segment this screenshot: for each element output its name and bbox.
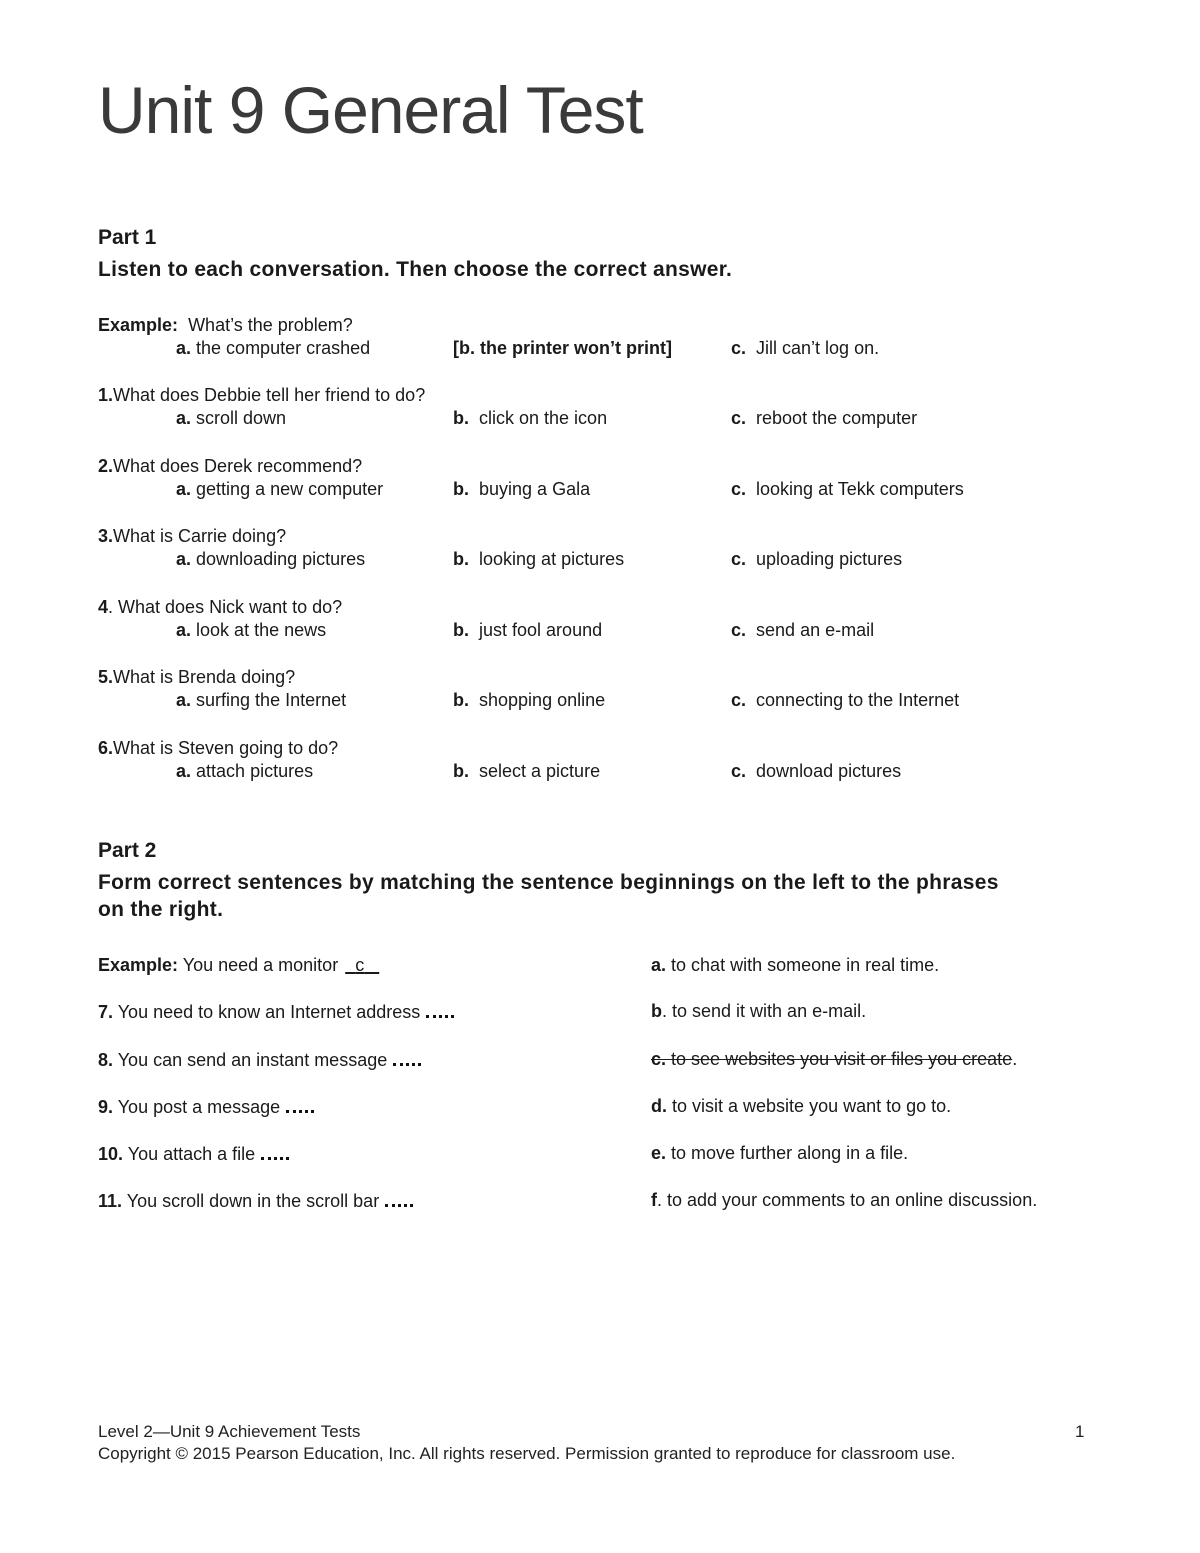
question-number: 3.	[98, 526, 114, 546]
question-3	[98, 526, 286, 547]
part2-label: Part 2	[98, 839, 157, 862]
item-number: 7.	[98, 1002, 114, 1022]
option-text: looking at Tekk computers	[756, 479, 964, 499]
question-3-option-b[interactable]	[453, 549, 624, 570]
option-letter: a.	[176, 761, 192, 781]
part1-example-question	[98, 315, 353, 336]
match-left-11	[98, 1190, 413, 1212]
option-letter: a.	[176, 690, 192, 710]
answer-blank[interactable]	[393, 1049, 421, 1066]
match-right-f	[651, 1190, 1037, 1211]
question-4-option-a[interactable]	[176, 620, 326, 641]
option-text: scroll down	[196, 408, 287, 428]
question-text: . What does Nick want to do?	[108, 597, 343, 617]
option-text: surfing the Internet	[196, 690, 347, 710]
question-5-option-b[interactable]	[453, 690, 605, 711]
question-1-option-c[interactable]	[731, 408, 917, 429]
match-right-e	[651, 1143, 908, 1164]
example-label: Example:	[98, 315, 179, 335]
question-text: What does Derek recommend?	[113, 456, 363, 476]
struck-option	[651, 1049, 1012, 1069]
part1-instruction: Listen to each conversation. Then choose the correct answer.	[98, 258, 733, 281]
question-1	[98, 385, 425, 406]
option-letter: d.	[651, 1096, 667, 1116]
item-text: You post a message	[117, 1097, 281, 1117]
question-2-option-c[interactable]	[731, 479, 964, 500]
match-left-7	[98, 1001, 454, 1023]
part2-instruction-line2: on the right.	[98, 898, 224, 921]
option-text: uploading pictures	[756, 549, 903, 569]
option-tail: .	[1012, 1049, 1018, 1069]
question-text: What does Debbie tell her friend to do?	[113, 385, 426, 405]
question-4-option-b[interactable]	[453, 620, 602, 641]
match-left-9	[98, 1096, 314, 1118]
option-letter: c.	[731, 761, 747, 781]
option-text: look at the news	[196, 620, 327, 640]
answer-blank[interactable]	[261, 1143, 289, 1160]
example-label: Example:	[98, 955, 179, 975]
question-3-option-c[interactable]	[731, 549, 902, 570]
match-right-b	[651, 1001, 866, 1022]
option-text: . to send it with an e-mail.	[662, 1001, 867, 1021]
option-text: just fool around	[479, 620, 603, 640]
option-letter: a.	[176, 338, 192, 358]
option-text: to move further along in a file.	[671, 1143, 909, 1163]
question-1-option-b[interactable]	[453, 408, 607, 429]
example-option-a	[176, 338, 370, 359]
match-right-a	[651, 955, 939, 976]
option-letter: a.	[176, 408, 192, 428]
question-6-option-a[interactable]	[176, 761, 313, 782]
question-1-option-a[interactable]	[176, 408, 286, 429]
question-4-option-c[interactable]	[731, 620, 874, 641]
question-number: 4	[98, 597, 109, 617]
option-text: the computer crashed	[196, 338, 371, 358]
option-text: to visit a website you want to go to.	[672, 1096, 952, 1116]
option-text: to chat with someone in real time.	[671, 955, 940, 975]
item-number: 8.	[98, 1050, 114, 1070]
option-letter: a.	[651, 955, 667, 975]
answer-blank[interactable]	[286, 1096, 314, 1113]
answer-blank[interactable]	[385, 1190, 413, 1207]
option-text: downloading pictures	[196, 549, 366, 569]
option-letter: b.	[453, 761, 469, 781]
question-number: 2.	[98, 456, 114, 476]
question-6-option-c[interactable]	[731, 761, 901, 782]
example-text: You need a monitor	[182, 955, 339, 975]
page-title: Unit 9 General Test	[98, 73, 643, 147]
option-text: . to add your comments to an online discussion.	[657, 1190, 1038, 1210]
option-text: reboot the computer	[756, 408, 918, 428]
option-letter: b.	[453, 690, 469, 710]
question-3-option-a[interactable]	[176, 549, 365, 570]
option-text: buying a Gala	[479, 479, 591, 499]
option-letter: c.	[731, 338, 747, 358]
question-2-option-b[interactable]	[453, 479, 590, 500]
option-text: click on the icon	[479, 408, 608, 428]
example-option-c	[731, 338, 879, 359]
option-text: looking at pictures	[479, 549, 625, 569]
question-6	[98, 738, 338, 759]
option-letter: c.	[731, 549, 747, 569]
part2-example	[98, 955, 381, 976]
option-letter: a.	[176, 479, 192, 499]
option-letter: b	[651, 1001, 662, 1021]
option-text: getting a new computer	[196, 479, 384, 499]
footer-copyright: Copyright © 2015 Pearson Education, Inc. All rights reserved. Permission granted to reproduce for classroom use.	[98, 1444, 956, 1463]
option-letter: a.	[176, 549, 192, 569]
item-text: You attach a file	[127, 1144, 256, 1164]
option-letter: c.	[651, 1049, 667, 1069]
question-2	[98, 456, 362, 477]
question-5-option-c[interactable]	[731, 690, 959, 711]
match-left-8	[98, 1049, 421, 1071]
question-text: What is Carrie doing?	[113, 526, 287, 546]
question-5	[98, 667, 295, 688]
option-text: select a picture	[479, 761, 601, 781]
match-left-10	[98, 1143, 289, 1165]
question-6-option-b[interactable]	[453, 761, 600, 782]
option-text: to see websites you visit or files you create	[671, 1049, 1013, 1069]
option-letter: b.	[453, 408, 469, 428]
question-number: 1.	[98, 385, 114, 405]
item-number: 10.	[98, 1144, 124, 1164]
question-4	[98, 597, 342, 618]
question-text: What is Brenda doing?	[113, 667, 296, 687]
option-letter: f	[651, 1190, 657, 1210]
footer-level: Level 2—Unit 9 Achievement Tests	[98, 1422, 361, 1441]
option-letter: c.	[731, 408, 747, 428]
item-number: 11.	[98, 1191, 123, 1211]
answer-blank[interactable]	[426, 1001, 454, 1018]
item-text: You scroll down in the scroll bar	[126, 1191, 380, 1211]
option-letter: c.	[731, 690, 747, 710]
option-text: download pictures	[756, 761, 902, 781]
option-text: Jill can’t log on.	[756, 338, 880, 358]
question-text: What is Steven going to do?	[113, 738, 339, 758]
match-right-d	[651, 1096, 951, 1117]
option-text: connecting to the Internet	[756, 690, 960, 710]
option-text: send an e-mail	[756, 620, 875, 640]
match-right-c	[651, 1049, 1017, 1070]
question-text: What’s the problem?	[188, 315, 353, 335]
option-letter: a.	[176, 620, 192, 640]
example-answer: c	[355, 955, 365, 975]
option-letter: e.	[651, 1143, 667, 1163]
example-answer-blank	[343, 955, 381, 975]
option-letter: b.	[453, 549, 469, 569]
question-number: 5.	[98, 667, 114, 687]
question-2-option-a[interactable]	[176, 479, 383, 500]
question-number: 6.	[98, 738, 114, 758]
item-number: 9.	[98, 1097, 114, 1117]
option-letter: b.	[453, 620, 469, 640]
part1-label: Part 1	[98, 226, 157, 249]
part2-instruction-line1: Form correct sentences by matching the sentence beginnings on the left to the phrases	[98, 871, 999, 894]
question-5-option-a[interactable]	[176, 690, 346, 711]
item-text: You can send an instant message	[117, 1050, 388, 1070]
page-number: 1	[1075, 1422, 1085, 1441]
example-option-b-answer: [b. the printer won’t print]	[453, 338, 672, 358]
item-text: You need to know an Internet address	[117, 1002, 421, 1022]
option-text: attach pictures	[196, 761, 314, 781]
option-letter: c.	[731, 479, 747, 499]
option-letter: b.	[453, 479, 469, 499]
option-letter: c.	[731, 620, 747, 640]
option-text: shopping online	[479, 690, 606, 710]
